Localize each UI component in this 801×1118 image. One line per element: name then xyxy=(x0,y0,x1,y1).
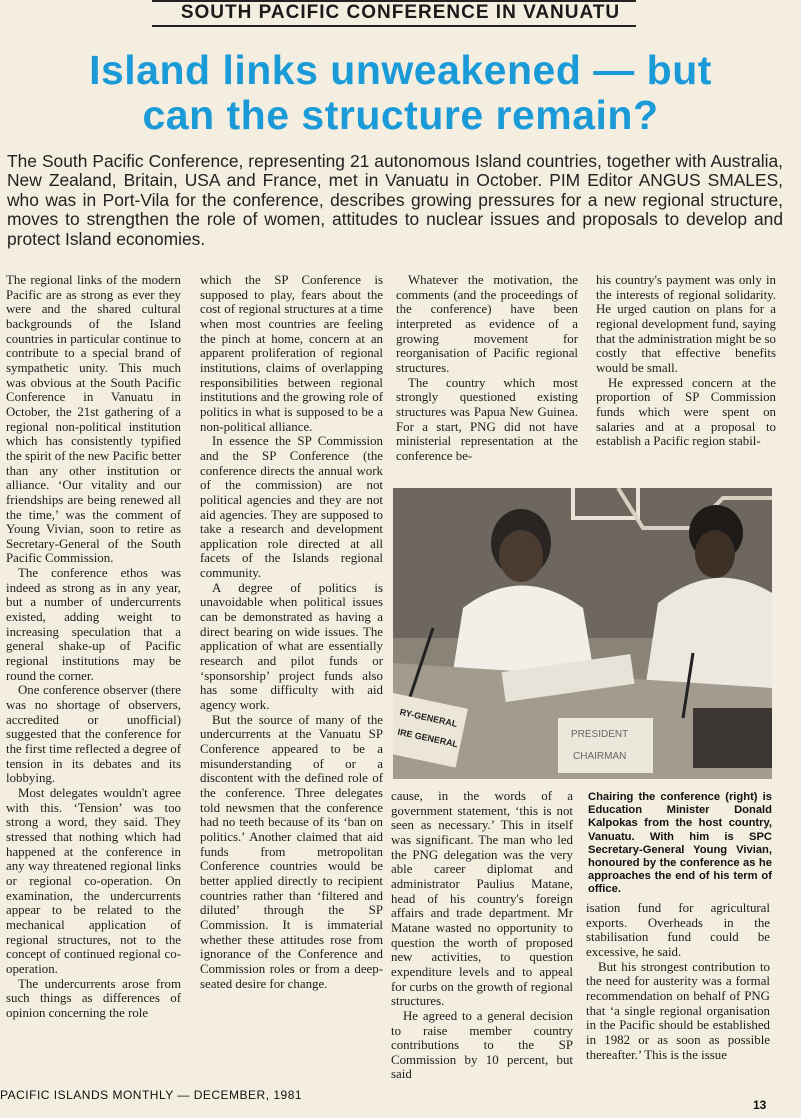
paragraph: The undercurrents arose from such things as differences of opinion concerning the role xyxy=(6,976,181,1020)
paragraph: The conference ethos was indeed as strong as in any year, but a number of undercurrents existed, adding weight to increasing speculation that a general shake-up of Pacific regional institutions may be round the corner. xyxy=(6,566,181,683)
headline xyxy=(20,48,781,138)
paragraph: cause, in the words of a government statement, ‘this is not seen as necessary.’ This in itself was significant. The man who led the PNG delegation was the very able career diplomat and administrator Paulius Matane, head of his country's foreign affairs and trade department. Mr Matane wasted no opportunity to question the worth of proposed new activities, to question expenditure levels and to appeal for curbs on the growth of regional structures. xyxy=(391,789,573,1009)
article-column-3-continued xyxy=(391,789,573,1082)
page-number: 13 xyxy=(753,1098,767,1112)
paragraph: which the SP Conference is supposed to play, fears about the cost of regional structures at a time when most countries are feeling the pinch at home, concern at an apparent proliferation of regional institutions, claims of overlapping responsibilities between regional institutions and the growing role of politics in what is supposed to be a non-political alliance. xyxy=(200,273,383,434)
standfirst: The South Pacific Conference, representing 21 autonomous Island countries, together with Australia, New Zealand, Britain, USA and France, met in Vanuatu in October. PIM Editor ANGUS SMALES, who was in Port-Vila for the conference, describes growing pressures for a new regional structure, moves to strengthen the role of women, attitudes to nuclear issues and proposals to develop and protect Island economies. xyxy=(7,151,783,249)
paragraph: The regional links of the modern Pacific are as strong as ever they were and the shared cultural backgrounds of the Island countries in particular continue to contribute to a special brand of sympathetic unity. This much was obvious at the South Pacific Conference in Vanuatu in October, the 21st gathering of a regional non-political institution which has consistently typified the spirit of the new Pacific better than any other institution or alliance. ‘Our vitality and our friendships are being renewed all the time,’ was the comment of Young Vivian, soon to retire as Secretary-General of the South Pacific Commission. xyxy=(6,273,181,566)
paragraph: He expressed concern at the proportion of SP Commission funds which were spent on salaries and at a proposal to establish a Pacific region stabil- xyxy=(596,375,776,449)
paragraph: Whatever the motivation, the comments (and the proceedings of the conference) have been interpreted as evidence of a growing movement for reorganisation of Pacific regional structures. xyxy=(396,273,578,375)
conference-photo xyxy=(393,488,772,779)
paragraph: But the source of many of the undercurrents at the Vanuatu SP Conference appeared to be a misunderstanding of or a discontent with the defined role of the conference. Three delegates told newsmen that the conference had no teeth because of its ‘ban on politics.’ Another claimed that aid funds from metropolitan Conference countries would be better applied directly to recipient countries rather than ‘filtered and diluted’ through the SP Commission. It is immaterial whether these attitudes rose from ignorance of the Conference and Commission roles or from a deep-seated desire for change. xyxy=(200,712,383,991)
kicker-text: SOUTH PACIFIC CONFERENCE IN VANUATU xyxy=(180,2,621,23)
paragraph: He agreed to a general decision to raise member country contributions to the SP Commission by 10 percent, but said xyxy=(391,1008,573,1082)
paragraph: A degree of politics is unavoidable when political issues can be demonstrated as having a direct bearing on wide issues. The application of what are essentially research and pilot funds or ‘sponsorship’ project funds also has some difficulty with aid agency work. xyxy=(200,580,383,713)
paragraph: But his strongest contribution to the need for austerity was a formal recommendation on behalf of PNG that ‘a single regional organisation in the Pacific should be established in 1982 or as soon as possible thereafter.’ This is the issue xyxy=(586,959,770,1062)
article-column-1 xyxy=(6,273,181,1020)
headline-line-1: Island links unweakened — but xyxy=(89,47,712,93)
headline-line-2: can the structure remain? xyxy=(142,92,659,138)
photo-caption: Chairing the conference (right) is Education Minister Donald Kalpokas from the host country, Vanuatu. With him is SPC Secretary-General Young Vivian, honoured by the conference as he approaches the end of his term of office. xyxy=(588,791,772,896)
kicker-rule-bottom xyxy=(152,25,636,27)
sign-left-2: IRE GENERAL xyxy=(396,726,459,750)
paragraph: his country's payment was only in the interests of regional solidarity. He urged caution on plans for a regional development fund, saying that the administration might be so costly that effective benefits would be small. xyxy=(596,273,776,375)
article-column-4-continued xyxy=(586,901,770,1062)
paragraph: The country which most strongly questioned existing structures was Papua New Guinea. For a start, PNG did not have ministerial representation at the conference be- xyxy=(396,375,578,463)
paragraph: One conference observer (there was no shortage of observers, accredited or unofficial) suggested that the conference for the first time reflected a degree of tension in its debates and its lobbying. xyxy=(6,683,181,786)
photo-illustration xyxy=(393,488,772,779)
sign-chairman: CHAIRMAN xyxy=(573,751,627,762)
sign-president: PRESIDENT xyxy=(571,729,629,740)
article-column-2 xyxy=(200,273,383,991)
footer-publication: PACIFIC ISLANDS MONTHLY — DECEMBER, 1981 xyxy=(0,1088,303,1102)
sign-left: RY-GENERAL xyxy=(398,706,459,729)
paragraph: In essence the SP Commission and the SP Conference (the conference directs the annual work of the commission) are not political agencies and they are not aid agencies. They are supposed to take a research and development application role directed at all facets of the Islands regional community. xyxy=(200,434,383,581)
paragraph: isation fund for agricultural exports. Overheads in the stabilisation fund could be excessive, he said. xyxy=(586,901,770,959)
article-column-4 xyxy=(596,273,776,449)
paragraph: Most delegates wouldn't agree with this. ‘Tension’ was too strong a word, they said. They stressed that nothing which had happened at the conference in any way threatened regional links or regional co-operation. On examination, the undercurrents appear to be related to the mechanical application of regional structures, not to the concept of continued regional co-operation. xyxy=(6,785,181,976)
article-column-3 xyxy=(396,273,578,464)
